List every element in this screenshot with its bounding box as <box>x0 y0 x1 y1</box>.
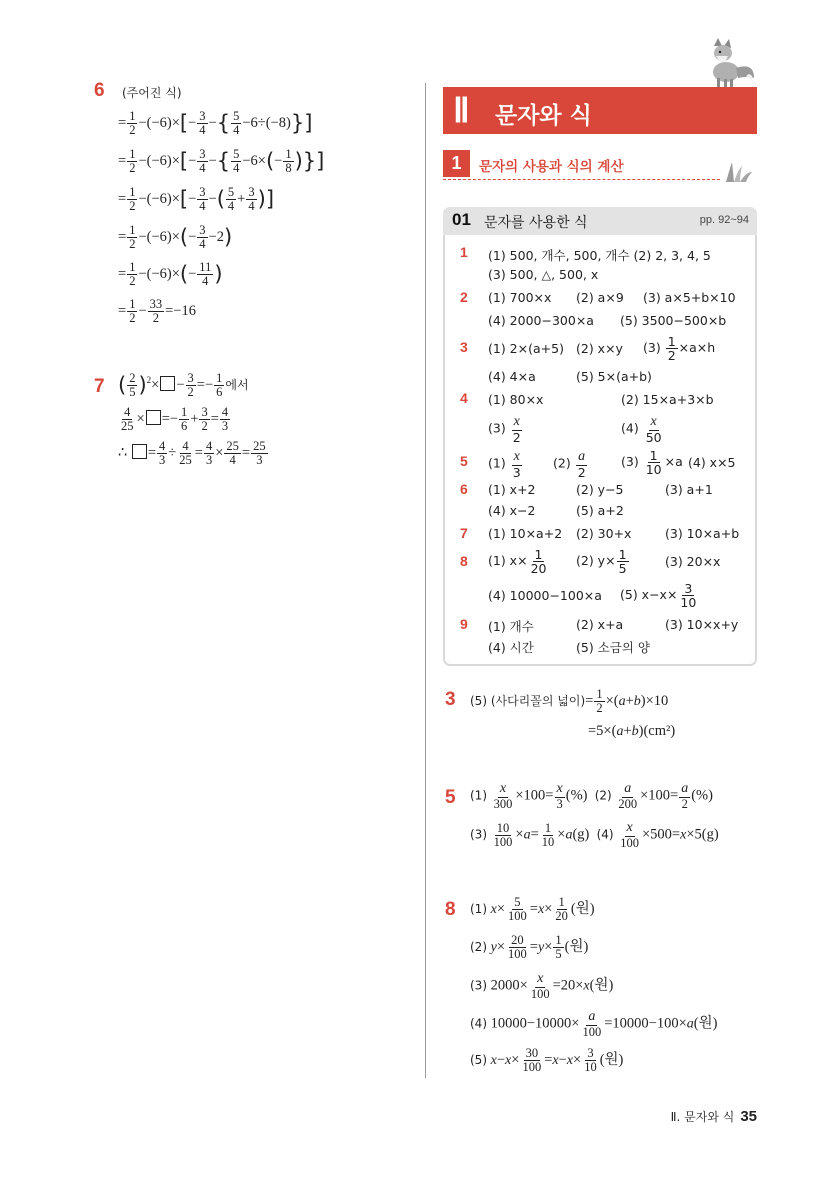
answer-5-number: 5 <box>460 453 468 469</box>
r8-line-5: (5) x−x× $\frac{30}{100}$ =x−x× $\frac{3}{10}$ (원) <box>470 1046 624 1075</box>
q7-step-2: $\frac{4}{25}$ × =− $\frac{1}{6}$ + $\frac{3}{2}$ = $\frac{4}{3}$ <box>121 405 229 434</box>
answer-8-part-1: (1) x× $\frac{1}{20}$ <box>488 547 547 577</box>
answer-8-part-4: (4) 10000−100×a <box>488 588 602 603</box>
answer-8-part-5: (5) x−x× $\frac{3}{10}$ <box>620 581 697 611</box>
question-r3-number: 3 <box>445 689 456 710</box>
q7-suffix: 에서 <box>225 377 249 392</box>
q6-step-1: = $\frac{1}{2}$ −(−6)×[− $\frac{3}{4}$ −{ $\frac{5}{4}$ −6÷(−8)}] <box>118 109 313 138</box>
answer-6-number: 6 <box>460 481 468 497</box>
answer-9-part-3: (3) 10×x+y <box>665 617 739 632</box>
answer-5-part-3: (3) $\frac{1}{10}$ ×a <box>621 448 683 478</box>
fox-icon <box>694 36 758 94</box>
r8-line-4: (4) 10000−10000× $\frac{a}{100}$ =10000−100×a(원) <box>470 1009 718 1039</box>
answer-6-part-3: (3) a+1 <box>665 482 713 497</box>
question-7-number: 7 <box>94 376 105 397</box>
panel-number: 01 <box>452 210 471 229</box>
answer-4-part-1: (1) 80×x <box>488 392 544 407</box>
answer-6-part-1: (1) x+2 <box>488 482 536 497</box>
q6-step-6: = $\frac{1}{2}$ − $\frac{33}{2}$ =−16 <box>118 297 196 326</box>
answer-2-part-2: (2) a×9 <box>576 290 624 305</box>
answer-3-part-4: (4) 4×a <box>488 369 536 384</box>
r8-line-2: (2) y× $\frac{20}{100}$ =y× $\frac{1}{5}$ (원) <box>470 933 589 962</box>
answer-6-part-2: (2) y−5 <box>576 482 624 497</box>
answer-4-part-3: (3) $\frac{x}{2}$ <box>488 414 521 445</box>
section-underline <box>443 179 720 180</box>
answer-2-part-4: (4) 2000−300×a <box>488 313 594 328</box>
panel-pages: pp. 92~94 <box>699 214 749 226</box>
answer-5-part-4: (4) x×5 <box>688 455 736 470</box>
q6-step-5: = $\frac{1}{2}$ −(−6)×(− $\frac{11}{4}$ ) <box>118 260 223 289</box>
answer-5-part-1: (1) $\frac{x}{3}$ <box>488 449 521 480</box>
answer-7-number: 7 <box>460 525 468 541</box>
answer-6-part-5: (5) a+2 <box>576 503 624 518</box>
answer-panel-header <box>443 207 757 235</box>
r3-step-2: =5×(a+b)(cm²) <box>588 723 676 739</box>
r5-line-1: (1) $\frac{x}{300}$ ×100= $\frac{x}{3}$ (%) (2) $\frac{a}{200}$ ×100= $\frac{a}{2}$ (%) <box>470 781 713 811</box>
page-footer <box>671 1108 757 1125</box>
answer-9-part-2: (2) x+a <box>576 617 624 632</box>
panel-title: 문자를 사용한 식 <box>484 215 588 231</box>
r5-line-2: (3) $\frac{10}{100}$ ×a= $\frac{1}{10}$ ×a(g) (4) $\frac{x}{100}$ ×500=x×5(g) <box>470 820 719 850</box>
answer-2-part-1: (1) 700×x <box>488 290 552 305</box>
answer-4-part-2: (2) 15×a+3×b <box>621 392 714 407</box>
answer-5-part-2: (2) $\frac{a}{2}$ <box>553 449 586 480</box>
r8-line-1: (1) x× $\frac{5}{100}$ =x× $\frac{1}{20}$ (원) <box>470 895 595 924</box>
answer-7-part-1: (1) 10×a+2 <box>488 526 563 541</box>
r8-line-3: (3) 2000× $\frac{x}{100}$ =20×x(원) <box>470 971 614 1001</box>
q6-step-4: = $\frac{1}{2}$ −(−6)×(− $\frac{3}{4}$ −2) <box>118 223 233 252</box>
page-number: 35 <box>740 1108 757 1125</box>
section-number: 1 <box>443 150 470 177</box>
answer-1-line-1: (1) 500, 개수, 500, 개수 (2) 2, 3, 4, 5 <box>488 248 711 263</box>
answer-9-part-1: (1) 개수 <box>488 619 534 634</box>
answer-2-part-3: (3) a×5+b×10 <box>643 290 736 305</box>
q6-result: =−16 <box>165 302 196 319</box>
answer-8-part-3: (3) 20×x <box>665 554 721 569</box>
question-6-label: (주어진 식) <box>122 86 182 100</box>
answer-3-part-3: (3) $\frac{1}{2}$ ×a×h <box>643 334 716 364</box>
answer-9-part-4: (4) 시간 <box>488 640 534 655</box>
answer-6-part-4: (4) x−2 <box>488 503 536 518</box>
question-r8-number: 8 <box>445 899 456 920</box>
answer-3-part-5: (5) 5×(a+b) <box>576 369 652 384</box>
question-6-number: 6 <box>94 80 105 101</box>
r3-unit: (cm²) <box>643 723 676 739</box>
answer-3-number: 3 <box>460 339 468 355</box>
answer-2-number: 2 <box>460 289 468 305</box>
answer-8-part-2: (2) y× $\frac{1}{5}$ <box>576 547 627 577</box>
section-title: 문자의 사용과 식의 계산 <box>479 159 624 175</box>
answer-4-part-4: (4) $\frac{x}{50}$ <box>621 414 662 445</box>
answer-7-part-3: (3) 10×a+b <box>665 526 740 541</box>
q6-step-2: = $\frac{1}{2}$ −(−6)×[− $\frac{3}{4}$ −{ $\frac{5}{4}$ −6×(− $\frac{1}{8}$ )}] <box>118 147 325 176</box>
q7-step-3: ∴ = $\frac{4}{3}$ ÷ $\frac{4}{25}$ = $\frac{4}{3}$ × $\frac{25}{4}$ = $\frac{25}{3}$ <box>118 439 266 468</box>
grass-icon <box>722 160 756 184</box>
answer-9-part-5: (5) 소금의 양 <box>576 640 650 655</box>
r3-label: (5) (사다리꼴의 넓이) <box>470 693 586 708</box>
answer-9-number: 9 <box>460 616 468 632</box>
answer-7-part-2: (2) 30+x <box>576 526 632 541</box>
answer-3-part-1: (1) 2×(a+5) <box>488 341 564 356</box>
answer-8-number: 8 <box>460 553 468 569</box>
footer-label: Ⅱ. 문자와 식 <box>670 1110 735 1124</box>
chapter-roman-numeral: Ⅱ <box>453 93 470 130</box>
q7-step-1: ( $\frac{2}{5}$ )$^2$× − $\frac{3}{2}$ =− $\frac{1}{6}$ 에서 <box>118 371 249 400</box>
answer-3-part-2: (2) x×y <box>576 341 623 356</box>
question-r5-number: 5 <box>445 787 456 808</box>
answer-1-line-2: (3) 500, △, 500, x <box>488 267 599 282</box>
answer-4-number: 4 <box>460 390 468 406</box>
r3-step-1: (5) (사다리꼴의 넓이)= $\frac{1}{2}$ ×(a+b)×10 <box>470 687 669 716</box>
chapter-banner <box>443 87 757 134</box>
answer-2-part-5: (5) 3500−500×b <box>620 313 727 328</box>
q6-step-3: = $\frac{1}{2}$ −(−6)×[− $\frac{3}{4}$ −( $\frac{5}{4}$ + $\frac{3}{4}$ )] <box>118 185 275 214</box>
answer-1-number: 1 <box>460 244 468 260</box>
column-divider <box>425 83 426 1078</box>
chapter-title: 문자와 식 <box>495 103 592 129</box>
